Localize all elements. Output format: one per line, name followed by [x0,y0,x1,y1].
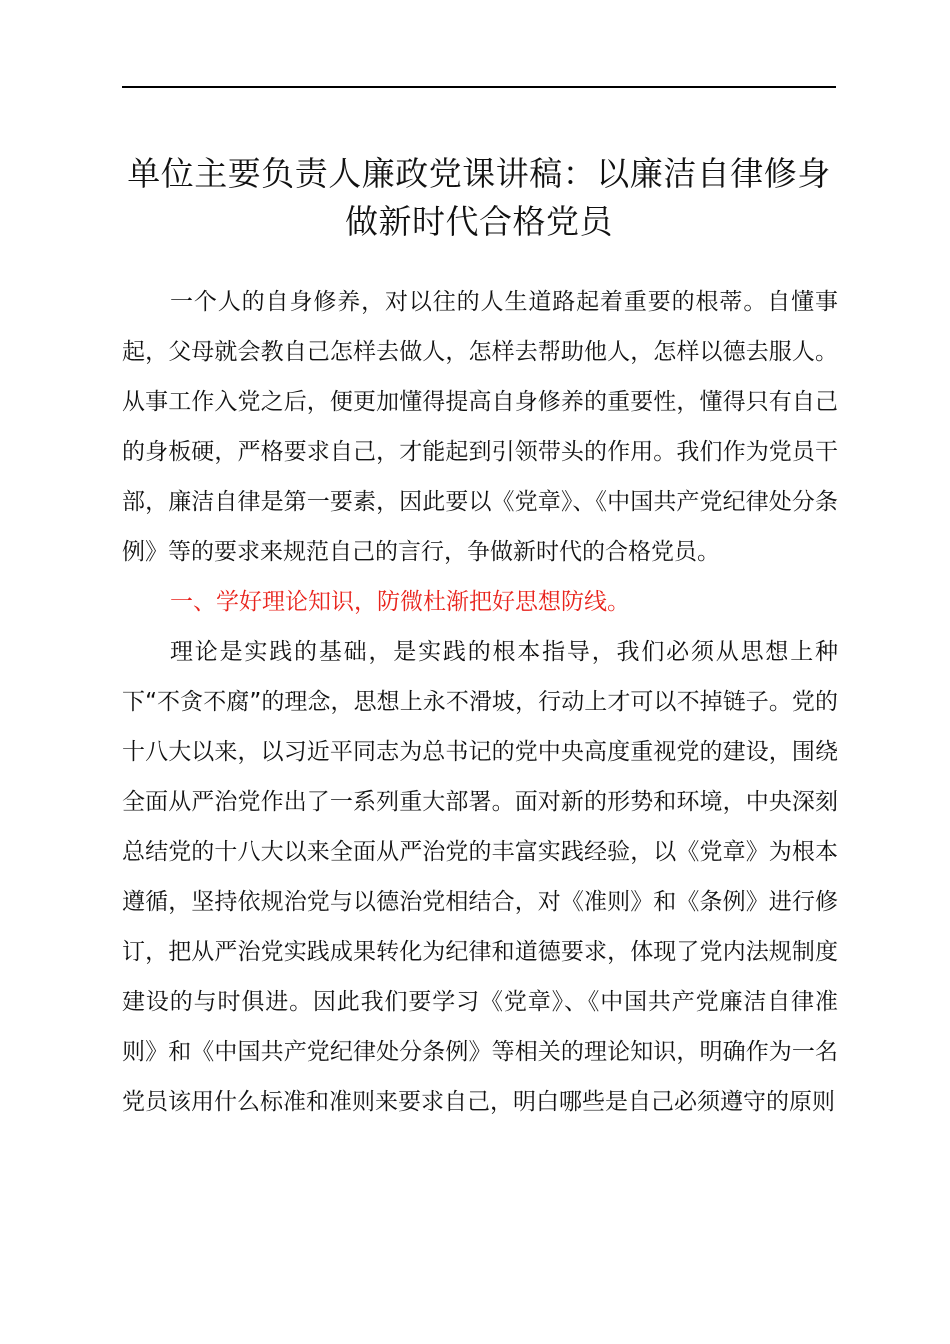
section-paragraph: 理论是实践的基础，是实践的根本指导，我们必须从思想上种下“不贪不腐”的理念，思想上永不滑坡，行动上才可以不掉链子。党的十八大以来，以习近平同志为总书记的党中央高度重视党的建设，围绕全面从严治党作出了一系列重大部署。面对新的形势和环境，中央深刻总结党的十八大以来全面从严治党的丰富实践经验，以《党章》为根本遵循，坚持依规治党与以德治党相结合，对《准则》和《条例》进行修订，把从严治党实践成果转化为纪律和道德要求，体现了党内法规制度建设的与时俱进。因此我们要学习《党章》、《中国共产党廉洁自律准则》和《中国共产党纪律处分条例》等相关的理论知识，明确作为一名党员该用什么标准和准则来要求自己，明白哪些是自己必须遵守的原则 [122,639,838,1115]
intro-paragraph: 一个人的自身修养，对以往的人生道路起着重要的根蒂。自懂事起，父母就会教自己怎样去做人，怎样去帮助他人，怎样以德去服人。从事工作入党之后，便更加懂得提高自身修养的重要性，懂得只有自己的身板硬，严格要求自己，才能起到引领带头的作用。我们作为党员干部，廉洁自律是第一要素，因此要以《党章》、《中国共产党纪律处分条例》等的要求来规范自己的言行，争做新时代的合格党员。 [122,289,838,565]
header-rule [122,86,836,88]
section-heading: 一、学好理论知识，防微杜渐把好思想防线。 [170,589,630,615]
document-title: 单位主要负责人廉政党课讲稿：以廉洁自律修身做新时代合格党员 [127,154,831,241]
document-body [122,277,838,1127]
